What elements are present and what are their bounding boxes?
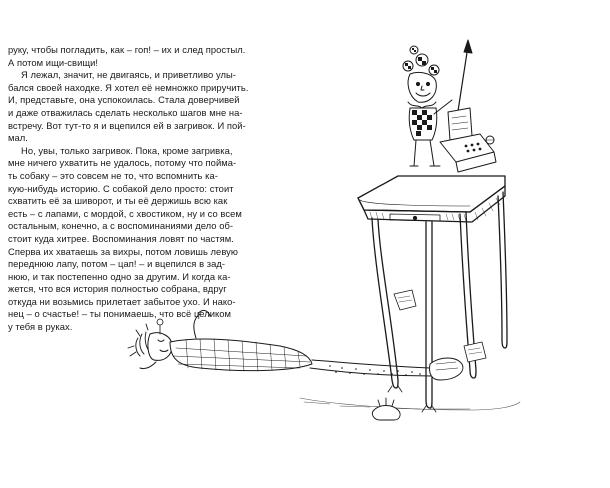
text-line: руку, чтобы погладить, как – гоп! – их и след простыл. xyxy=(8,44,246,55)
text-line: Но, увы, только загривок. Пока, кроме загривка, xyxy=(21,144,233,156)
text-line: и даже отважилась сделать несколько шагов мне на- xyxy=(8,106,243,118)
text-line: нец – о счастье! – ты понимаешь, что всё целиком xyxy=(8,308,232,320)
text-line: мал. xyxy=(8,132,28,144)
text-line: схватить её за шиворот, и ты её держишь всю как xyxy=(8,195,228,207)
text-line: мне ничего ухватить не удалось, потому что пойма- xyxy=(8,157,237,169)
text-line: стоит куда хитрее. Воспоминания ловят по частям. xyxy=(8,232,234,244)
text-line: ть собаку – это совсем не то, что вспомнить ка- xyxy=(8,169,218,181)
puppet-figure xyxy=(403,40,496,172)
text-line: Сперва их хватаешь за вихры, потом ловишь левую xyxy=(8,245,238,257)
text-line: жется, что вся история полностью собрана, вдруг xyxy=(8,283,227,295)
text-line: нюю, и так постепенно одно за другим. И когда ка- xyxy=(8,270,231,282)
text-line: Я лежал, значит, не двигаясь, и приветливо улы- xyxy=(21,69,236,81)
text-line: И, представьте, она успокоилась. Стала доверчивей xyxy=(8,94,240,106)
text-line: есть – с лапами, с мордой, с хвостиком, ну и со всем xyxy=(8,207,242,219)
text-line: остальным, конечно, а с воспоминаниями дело об- xyxy=(8,220,234,232)
text-line: у тебя в руках. xyxy=(8,321,73,333)
glove-icon xyxy=(372,398,400,420)
text-line: бался своей находке. Я хотел её немножко приручить. xyxy=(8,81,249,93)
small-object-icon xyxy=(157,319,163,334)
text-line: откуда ни возьмись прилетает забытое ухо. И нако- xyxy=(8,295,236,307)
text-line: встречу. Вот тут-то я и вцепился ей в загривок. И пой- xyxy=(8,119,246,131)
text-line: А потом ищи-свищи! xyxy=(8,56,99,68)
ground-shadow xyxy=(300,398,520,410)
lying-boy xyxy=(128,310,463,380)
text-line: кую-нибудь историю. С собакой дело просто: стоит xyxy=(8,182,234,194)
text-line: переднюю лапу, потом – цап! – и вцепился в зад- xyxy=(8,258,226,270)
